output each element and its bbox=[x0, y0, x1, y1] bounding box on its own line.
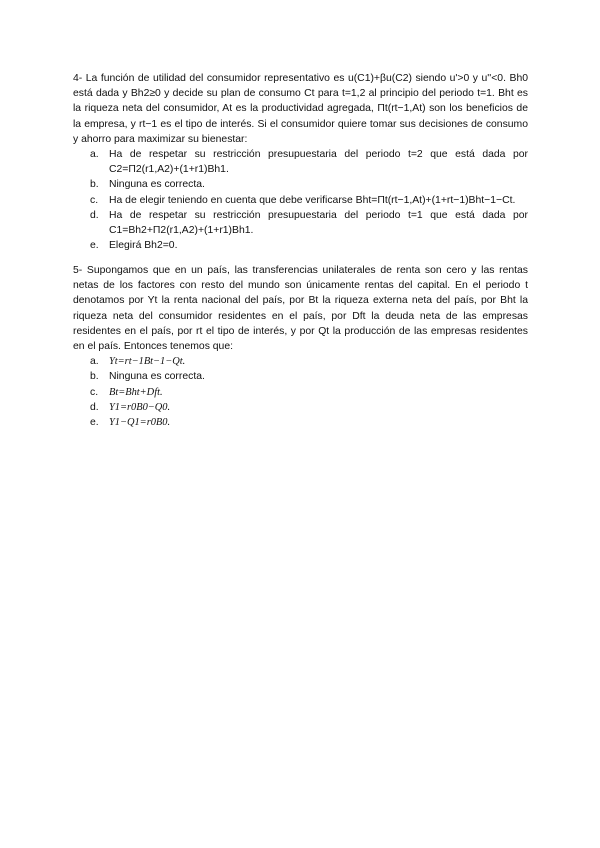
option-text: Y1−Q1=r0B0. bbox=[109, 417, 171, 429]
question-4 bbox=[73, 71, 528, 253]
option-text: Y1=r0B0−Q0. bbox=[109, 401, 171, 413]
answer-option[interactable] bbox=[73, 208, 528, 238]
option-letter: e. bbox=[90, 417, 99, 429]
answer-option[interactable] bbox=[73, 177, 528, 192]
question-stem: 4- La función de utilidad del consumidor representativo es u(C1)+βu(C2) siendo u'>0 y u''<0. Bh0 está dada y Bh2≥0 y decide su plan de consumo Ct para t=1,2 al principio del periodo t=1. Bht es la riqueza neta del consumidor, At es la productividad agregada, Πt(rt−1,At) son los beneficios de la empresa, y rt−1 es el tipo de interés. Si el consumidor quiere tomar sus decisiones de consumo y ahorro para maximizar su bienestar: bbox=[73, 73, 528, 145]
answer-option[interactable] bbox=[73, 193, 528, 208]
option-text: Ha de respetar su restricción presupuestaria del periodo t=2 que está dada por C2=Π2(r1,A2)+(1+r1)Bh1. bbox=[109, 149, 528, 176]
answer-options bbox=[73, 147, 528, 253]
answer-option[interactable] bbox=[73, 238, 528, 253]
option-text: Ninguna es correcta. bbox=[109, 371, 205, 383]
answer-option[interactable] bbox=[73, 369, 528, 384]
question-stem: 5- Supongamos que en un país, las transferencias unilaterales de renta son cero y las rentas netas de los factores con resto del mundo son únicamente rentas del capital. En el periodo t denotamos por Yt la renta nacional del país, por Bt la riqueza externa neta del país, por Bht la riqueza neta del consumidor residentes en el país, por Dft la deuda neta de las empresas residentes en el país, por rt el tipo de interés, y por Qt la producción de las empresas residentes en el país. Entonces tenemos que: bbox=[73, 265, 528, 353]
answer-option[interactable] bbox=[73, 400, 528, 415]
answer-option[interactable] bbox=[73, 147, 528, 177]
option-text: Ha de elegir teniendo en cuenta que debe verificarse Bht=Πt(rt−1,At)+(1+rt−1)Bht−1−Ct. bbox=[109, 194, 516, 206]
option-letter: b. bbox=[90, 179, 99, 191]
question-5 bbox=[73, 263, 528, 430]
option-letter: e. bbox=[90, 240, 99, 252]
option-text: Ninguna es correcta. bbox=[109, 179, 205, 191]
option-letter: c. bbox=[90, 194, 99, 206]
option-letter: d. bbox=[90, 209, 99, 221]
option-letter: d. bbox=[90, 401, 99, 413]
answer-option[interactable] bbox=[73, 385, 528, 400]
option-letter: c. bbox=[90, 386, 99, 398]
answer-option[interactable] bbox=[73, 354, 528, 369]
option-letter: a. bbox=[90, 149, 99, 161]
option-text: Bt=Bht+Dft. bbox=[109, 386, 163, 398]
answer-option[interactable] bbox=[73, 415, 528, 430]
option-text: Ha de respetar su restricción presupuestaria del periodo t=1 que está dada por C1=Bh2+Π2(r1,A2)+(1+r1)Bh1. bbox=[109, 209, 528, 237]
answer-options bbox=[73, 354, 528, 430]
option-letter: b. bbox=[90, 371, 99, 383]
option-letter: a. bbox=[90, 356, 99, 368]
option-text: Yt=rt−1Bt−1−Qt. bbox=[109, 356, 186, 368]
option-text: Elegirá Bh2=0. bbox=[109, 240, 178, 252]
